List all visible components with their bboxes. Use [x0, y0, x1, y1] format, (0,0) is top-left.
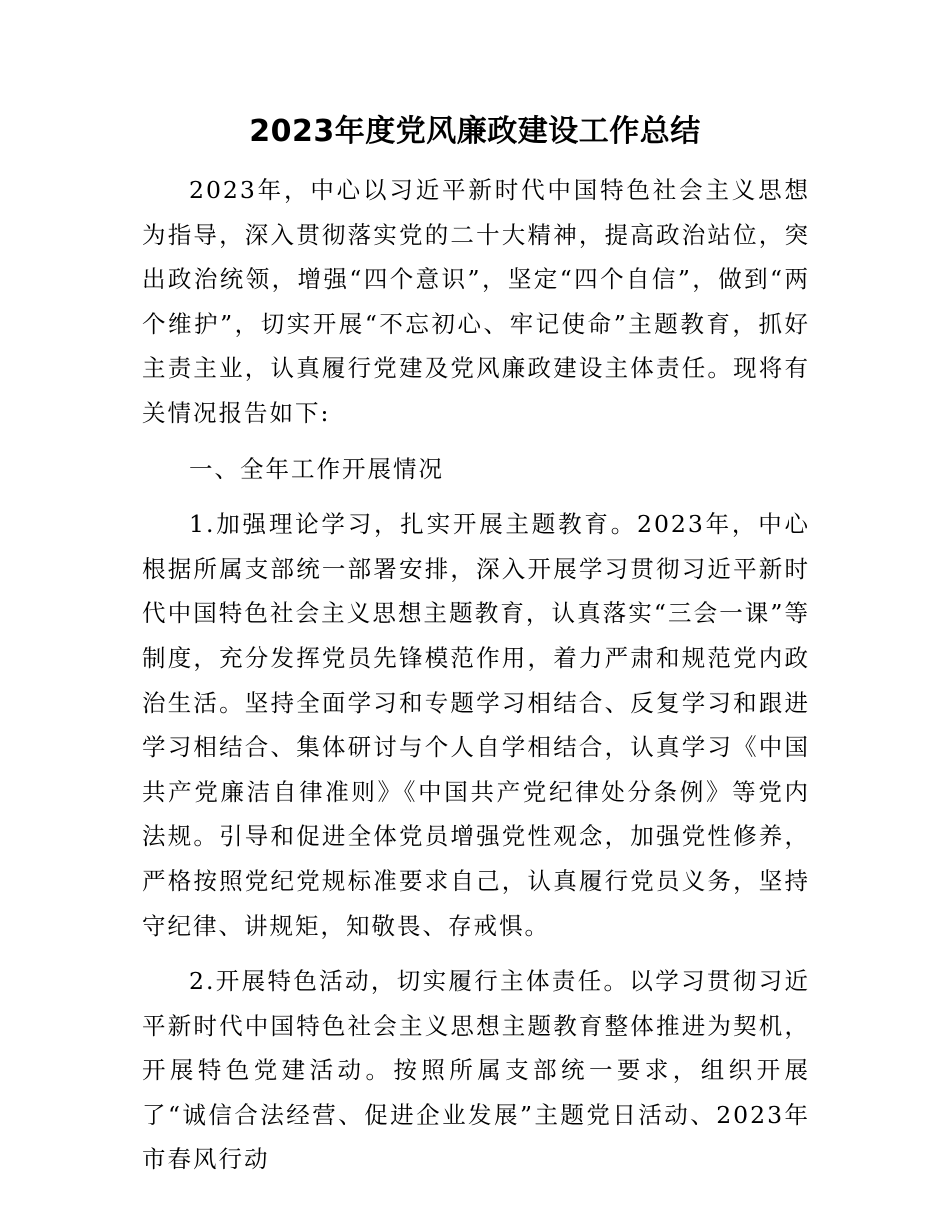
item-2-paragraph: 2.开展特色活动，切实履行主体责任。以学习贯彻习近平新时代中国特色社会主义思想主题教育整体推进为契机，开展特色党建活动。按照所属支部统一要求，组织开展了“诚信合法经营、促进企业发展”主题党日活动、2023年市春风行动	[142, 967, 810, 1174]
document-title: 2023年度党风廉政建设工作总结	[249, 114, 701, 149]
section-heading: 一、全年工作开展情况	[189, 454, 444, 483]
item-1-paragraph: 1.加强理论学习，扎实开展主题教育。2023年，中心根据所属支部统一部署安排，深入开展学习贯彻习近平新时代中国特色社会主义思想主题教育，认真落实“三会一课”等制度，充分发挥党员先锋模范作用，着力严肃和规范党内政治生活。坚持全面学习和专题学习相结合、反复学习和跟进学习相结合、集体研讨与个人自学相结合，认真学习《中国共产党廉洁自律准则》《中国共产党纪律处分条例》等党内法规。引导和促进全体党员增强党性观念，加强党性修养，严格按照党纪党规标准要求自己，认真履行党员义务，坚持守纪律、讲规矩，知敬畏、存戒惧。	[142, 510, 810, 940]
intro-paragraph: 2023年，中心以习近平新时代中国特色社会主义思想为指导，深入贯彻落实党的二十大精神，提高政治站位，突出政治统领，增强“四个意识”，坚定“四个自信”，做到“两个维护”，切实开展“不忘初心、牢记使命”主题教育，抓好主责主业，认真履行党建及党风廉政建设主体责任。现将有关情况报告如下:	[142, 176, 810, 427]
document-body	[142, 168, 810, 1182]
